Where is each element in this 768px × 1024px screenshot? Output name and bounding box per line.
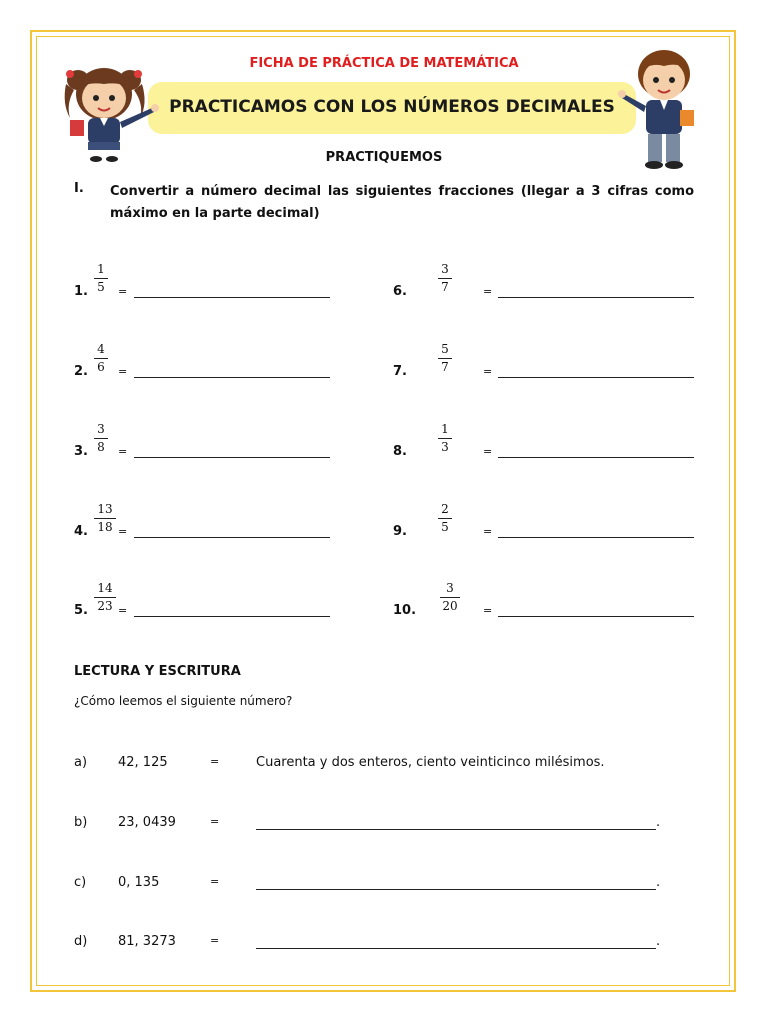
- section-heading: PRACTIQUEMOS: [325, 150, 443, 165]
- answer-line[interactable]: [498, 377, 694, 378]
- answer-line[interactable]: [134, 616, 330, 617]
- answer-line[interactable]: [256, 889, 656, 890]
- fraction: 3 8: [94, 422, 108, 455]
- equals-sign: =: [118, 285, 128, 298]
- fraction: 5 7: [438, 342, 452, 375]
- equals-sign: =: [118, 525, 128, 538]
- fraction: 1 5: [94, 262, 108, 295]
- fraction: 3 7: [438, 262, 452, 295]
- section-instruction: Convertir a número decimal las siguientes fracciones (llegar a 3 cifras como máximo en la parte decimal): [110, 184, 694, 221]
- decimal-number: 81, 3273: [118, 934, 176, 949]
- page-border-inner: [36, 36, 730, 986]
- fraction: 14 23: [94, 581, 116, 614]
- equals-sign: =: [483, 285, 493, 298]
- answer-line[interactable]: [256, 829, 656, 830]
- girl-student-icon: [56, 60, 168, 162]
- sheet-title: FICHA DE PRÁCTICA DE MATEMÁTICA: [249, 56, 519, 71]
- fraction: 3 20: [440, 581, 460, 614]
- line-end-period: .: [656, 815, 661, 830]
- answer-line[interactable]: [498, 457, 694, 458]
- exercise-label: 6.: [393, 284, 407, 299]
- exercise-label: 2.: [74, 364, 88, 379]
- exercise-label: 7.: [393, 364, 407, 379]
- exercise-label: 1.: [74, 284, 88, 299]
- banner-title: PRACTICAMOS CON LOS NÚMEROS DECIMALES: [169, 97, 615, 117]
- exercise-label: 10.: [393, 603, 417, 618]
- equals-sign: =: [118, 604, 128, 617]
- exercise-label: 9.: [393, 524, 407, 539]
- row-letter: d): [74, 934, 88, 949]
- exercise-label: 3.: [74, 444, 88, 459]
- fraction: 13 18: [94, 502, 116, 535]
- answer-line[interactable]: [134, 457, 330, 458]
- reading-question: ¿Cómo leemos el siguiente número?: [74, 694, 293, 708]
- answer-line[interactable]: [134, 297, 330, 298]
- decimal-number: 0, 135: [118, 875, 160, 890]
- exercise-label: 8.: [393, 444, 407, 459]
- line-end-period: .: [656, 934, 661, 949]
- equals-sign: =: [483, 604, 493, 617]
- reading-section-title: LECTURA Y ESCRITURA: [74, 664, 241, 679]
- equals-sign: =: [118, 365, 128, 378]
- decimal-number: 42, 125: [118, 755, 168, 770]
- equals-sign: =: [210, 934, 220, 947]
- decimal-number: 23, 0439: [118, 815, 176, 830]
- answer-line[interactable]: [498, 537, 694, 538]
- equals-sign: =: [210, 755, 220, 768]
- line-end-period: .: [656, 875, 661, 890]
- equals-sign: =: [210, 815, 220, 828]
- row-letter: c): [74, 875, 87, 890]
- equals-sign: =: [483, 445, 493, 458]
- answer-line[interactable]: [134, 377, 330, 378]
- row-letter: b): [74, 815, 88, 830]
- answer-line[interactable]: [498, 297, 694, 298]
- fraction: 2 5: [438, 502, 452, 535]
- answer-line[interactable]: [256, 948, 656, 949]
- fraction: 1 3: [438, 422, 452, 455]
- fraction: 4 6: [94, 342, 108, 375]
- written-answer: Cuarenta y dos enteros, ciento veinticinco milésimos.: [256, 755, 605, 770]
- section-number: I.: [74, 181, 84, 196]
- equals-sign: =: [210, 875, 220, 888]
- exercise-label: 5.: [74, 603, 88, 618]
- equals-sign: =: [118, 445, 128, 458]
- answer-line[interactable]: [498, 616, 694, 617]
- equals-sign: =: [483, 365, 493, 378]
- row-letter: a): [74, 755, 88, 770]
- exercise-label: 4.: [74, 524, 88, 539]
- answer-line[interactable]: [134, 537, 330, 538]
- equals-sign: =: [483, 525, 493, 538]
